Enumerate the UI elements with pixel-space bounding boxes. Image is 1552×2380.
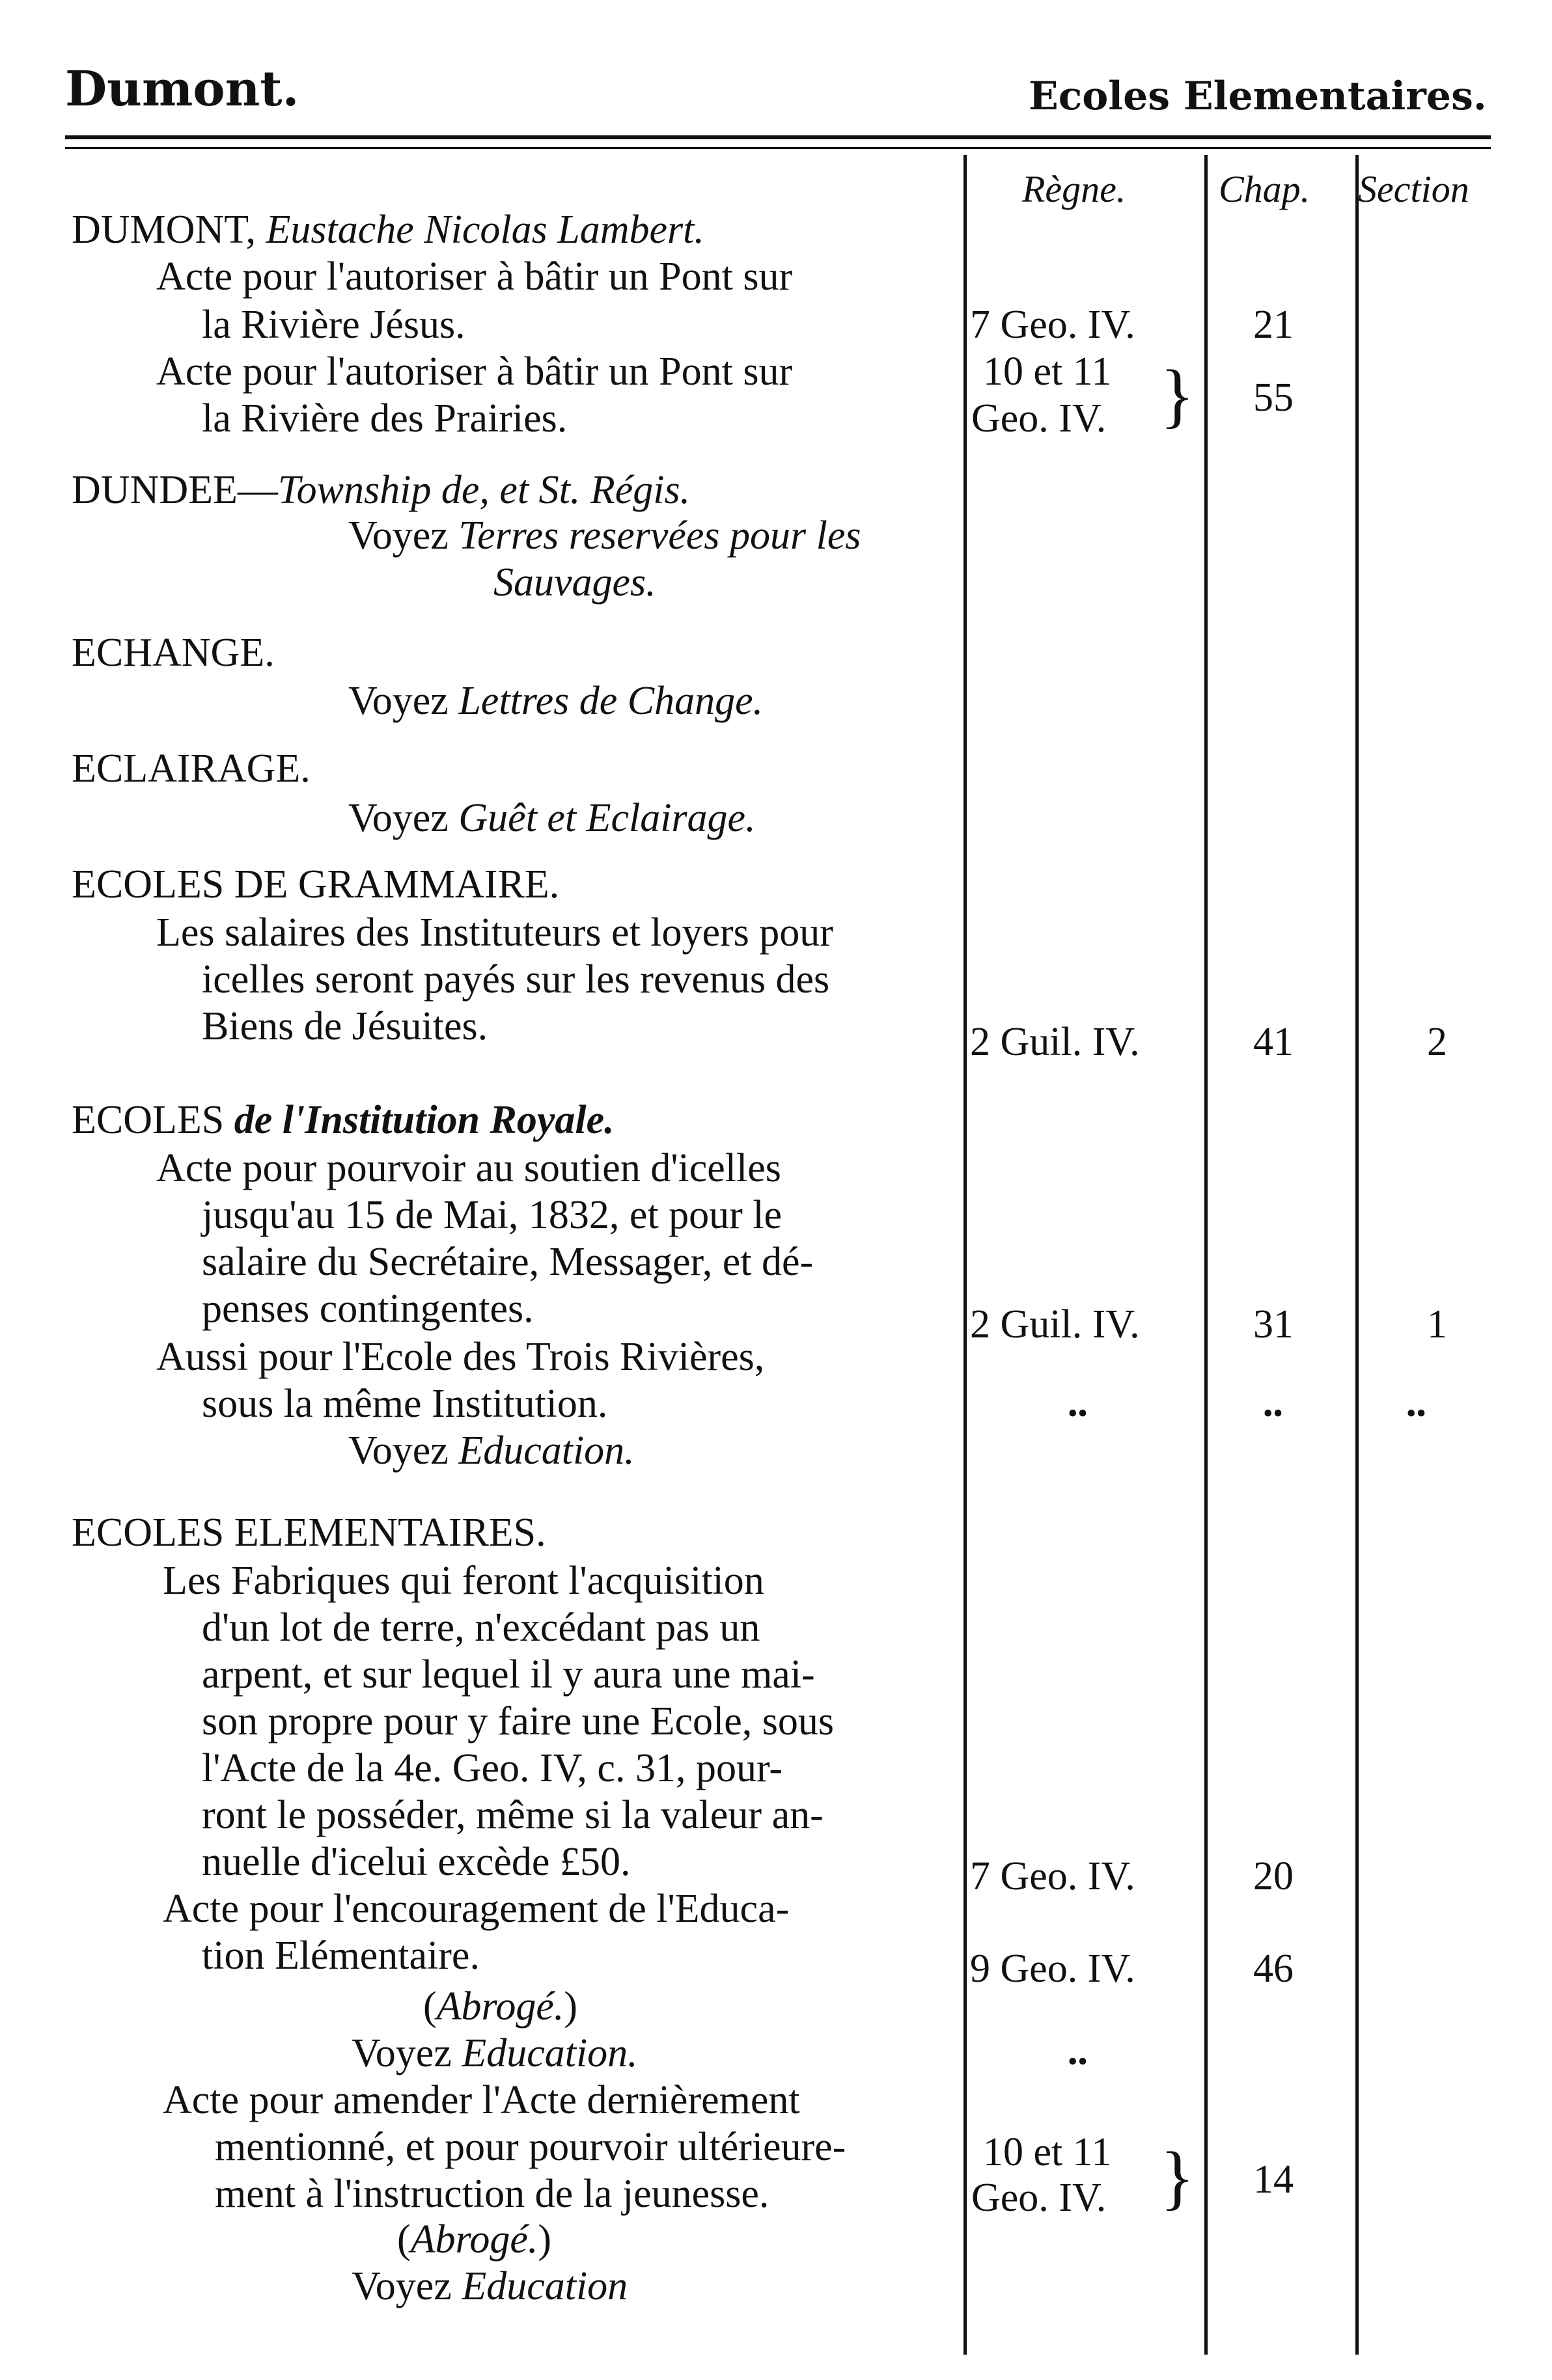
institution-line6: sous la même Institution. xyxy=(202,1382,608,1426)
grammaire-line1: Les salaires des Instituteurs et loyers pour xyxy=(156,910,833,955)
elementaires-line3: arpent, et sur lequel il y aura une mai- xyxy=(202,1652,815,1697)
grammaire-line2: icelles seront payés sur les revenus des xyxy=(202,957,830,1002)
grammaire-section: 2 xyxy=(1427,1020,1447,1064)
elementaires-c-line1: Acte pour amender l'Acte dernièrement xyxy=(163,2078,800,2122)
elementaires-b-line2: tion Elémentaire. xyxy=(202,1934,480,1978)
institution-ditto-chap: •• xyxy=(1263,1397,1283,1429)
entry-heading-elementaires: ECOLES ELEMENTAIRES. xyxy=(72,1511,546,1555)
elementaires-b-line1: Acte pour l'encouragement de l'Educa- xyxy=(163,1887,790,1931)
grammaire-regne: 2 Guil. IV. xyxy=(970,1020,1140,1064)
elementaires-c-chap: 14 xyxy=(1253,2157,1294,2202)
column-head-regne: Règne. xyxy=(1022,168,1126,210)
grammaire-chap: 41 xyxy=(1253,1020,1294,1064)
institution-line4: penses contingentes. xyxy=(202,1287,534,1331)
institution-line5: Aussi pour l'Ecole des Trois Rivières, xyxy=(156,1335,765,1379)
entry-heading-eclairage: ECLAIRAGE. xyxy=(72,746,311,791)
column-head-chap: Chap. xyxy=(1219,168,1310,210)
header-rule-thick xyxy=(65,135,1491,139)
institution-ditto-regne: •• xyxy=(1068,1397,1088,1429)
dumont-act1-line1: Acte pour l'autoriser à bâtir un Pont sur xyxy=(156,254,793,299)
institution-regne: 2 Guil. IV. xyxy=(970,1302,1140,1347)
elementaires-c-regne-line2: Geo. IV. xyxy=(971,2176,1107,2220)
elementaires-c-line3: ment à l'instruction de la jeunesse. xyxy=(215,2172,769,2216)
column-head-section: Section xyxy=(1358,168,1469,210)
elementaires-c-see-also: Voyez Education xyxy=(352,2264,628,2308)
entry-heading-dumont: DUMONT, Eustache Nicolas Lambert. xyxy=(72,208,704,252)
dundee-see-also: Voyez Terres reservées pour les xyxy=(348,513,861,558)
dumont-act2-line1: Acte pour l'autoriser à bâtir un Pont sur xyxy=(156,349,793,394)
entry-heading-echange: ECHANGE. xyxy=(72,631,275,675)
elementaires-a-regne: 7 Geo. IV. xyxy=(970,1854,1135,1898)
elementaires-line7: nuelle d'icelui excède £50. xyxy=(202,1840,631,1884)
institution-line1: Acte pour pourvoir au soutien d'icelles xyxy=(156,1146,781,1190)
entry-heading-institution: ECOLES de l'Institution Royale. xyxy=(72,1098,615,1142)
institution-line2: jusqu'au 15 de Mai, 1832, et pour le xyxy=(202,1193,783,1237)
elementaires-line4: son propre pour y faire une Ecole, sous xyxy=(202,1699,835,1744)
dumont-act1-regne: 7 Geo. IV. xyxy=(970,303,1135,347)
elementaires-b-see-also: Voyez Education. xyxy=(352,2031,638,2075)
institution-see-also: Voyez Education. xyxy=(348,1429,635,1473)
elementaires-line2: d'un lot de terre, n'excédant pas un xyxy=(202,1606,760,1650)
column-divider-chap xyxy=(1204,155,1208,2355)
brace-elementaires-c: } xyxy=(1160,2137,1195,2217)
elementaires-b-regne: 9 Geo. IV. xyxy=(970,1947,1135,1991)
brace-dumont-act2: } xyxy=(1160,355,1195,435)
dumont-act1-line2: la Rivière Jésus. xyxy=(202,303,465,347)
elementaires-b-chap: 46 xyxy=(1253,1947,1294,1991)
column-divider-regne xyxy=(963,155,967,2355)
elementaires-line5: l'Acte de la 4e. Geo. IV, c. 31, pour- xyxy=(202,1746,783,1790)
elementaires-a-chap: 20 xyxy=(1253,1854,1294,1898)
entry-heading-dundee: DUNDEE—Township de, et St. Régis. xyxy=(72,468,691,512)
institution-chap: 31 xyxy=(1253,1302,1294,1347)
institution-section: 1 xyxy=(1427,1302,1447,1347)
header-rule-thin xyxy=(65,147,1491,149)
echange-see-also: Voyez Lettres de Change. xyxy=(348,679,764,723)
dumont-act2-chap: 55 xyxy=(1253,376,1294,420)
dundee-see-also-line2: Sauvages. xyxy=(493,560,656,605)
elementaires-b-abroge: (Abrogé.) xyxy=(423,1984,578,2029)
elementaires-c-regne-line1: 10 et 11 xyxy=(983,2130,1112,2174)
elementaires-b-ditto-regne: •• xyxy=(1068,2045,1088,2077)
elementaires-line1: Les Fabriques qui feront l'acquisition xyxy=(163,1559,764,1603)
dumont-act1-chap: 21 xyxy=(1253,303,1294,347)
dumont-act2-line2: la Rivière des Prairies. xyxy=(202,396,568,441)
dumont-act2-regne-line1: 10 et 11 xyxy=(983,349,1112,394)
column-divider-section xyxy=(1355,155,1359,2355)
dumont-act2-regne-line2: Geo. IV. xyxy=(971,396,1107,441)
elementaires-c-line2: mentionné, et pour pourvoir ultérieure- xyxy=(215,2125,846,2169)
grammaire-line3: Biens de Jésuites. xyxy=(202,1004,488,1048)
running-head-right: Ecoles Elementaires. xyxy=(1029,74,1487,119)
running-head-left: Dumont. xyxy=(65,61,299,117)
entry-heading-grammaire: ECOLES DE GRAMMAIRE. xyxy=(72,862,560,907)
eclairage-see-also: Voyez Guêt et Eclairage. xyxy=(348,796,756,840)
institution-ditto-section: •• xyxy=(1406,1397,1426,1429)
institution-line3: salaire du Secrétaire, Messager, et dé- xyxy=(202,1240,814,1284)
elementaires-c-abroge: (Abrogé.) xyxy=(397,2217,552,2262)
elementaires-line6: ront le posséder, même si la valeur an- xyxy=(202,1793,824,1837)
